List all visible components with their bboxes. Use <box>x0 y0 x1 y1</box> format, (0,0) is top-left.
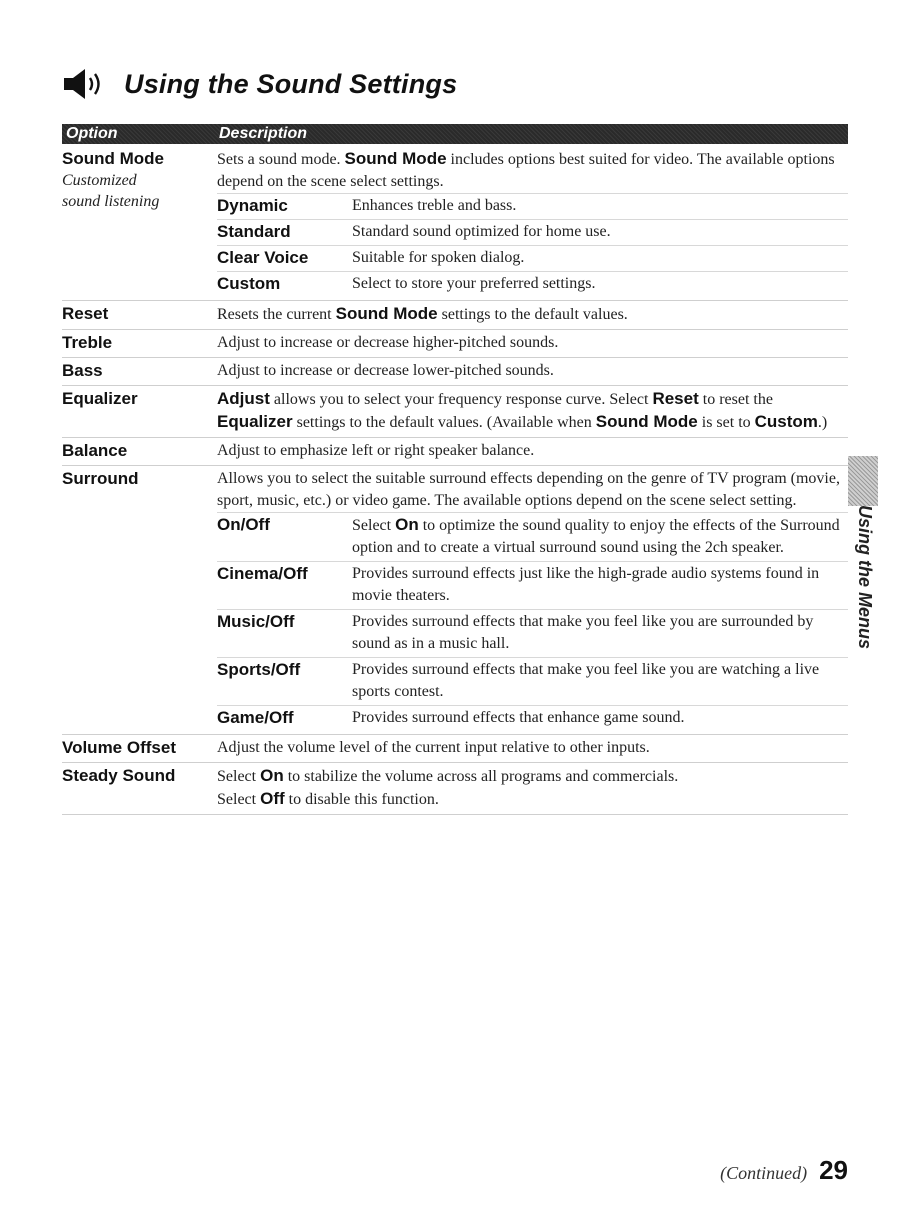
table-row <box>62 301 848 330</box>
suboption-row <box>217 705 848 731</box>
table-row <box>62 146 848 301</box>
page-title: Using the Sound Settings <box>124 68 458 99</box>
option-description: Adjust to increase or decrease higher-pitched sounds. <box>217 334 559 351</box>
option-description: Select On to stabilize the volume across all programs and commercials. Select Off to disable this function. <box>217 766 679 808</box>
column-header-option: Option <box>66 125 118 142</box>
option-subtitle: Customized <box>62 172 137 189</box>
option-description: Sets a sound mode. Sound Mode includes options best suited for video. The available options depend on the scene select settings. <box>217 149 835 190</box>
option-subtitle: sound listening <box>62 193 160 210</box>
table-row <box>62 735 848 763</box>
table-header <box>62 124 848 144</box>
suboption-name: Cinema/Off <box>217 564 308 583</box>
option-description: Adjust allows you to select your frequency response curve. Select Reset to reset the Equalizer settings to the default values. (Available when Sound Mode is set to Custom.) <box>217 389 828 431</box>
suboption-description: Select to store your preferred settings. <box>352 275 596 292</box>
continued-note: (Continued) <box>720 1163 808 1183</box>
table-row <box>62 763 848 815</box>
suboption-row <box>217 219 848 245</box>
option-description: Resets the current Sound Mode settings to the default values. <box>217 304 628 323</box>
table-row <box>62 330 848 358</box>
suboption-name: Dynamic <box>217 196 288 215</box>
suboption-name: Clear Voice <box>217 248 309 267</box>
page-footer <box>720 1155 848 1186</box>
option-name: Surround <box>62 469 139 488</box>
table-row <box>62 386 848 438</box>
section-tab-marker <box>848 456 878 506</box>
option-name: Bass <box>62 361 103 380</box>
suboption-name: Standard <box>217 222 291 241</box>
option-name: Treble <box>62 333 113 352</box>
option-name: Equalizer <box>62 389 138 408</box>
suboption-description: Provides surround effects that make you feel like you are surrounded by sound as in a music hall. <box>352 613 814 652</box>
suboption-row <box>217 271 848 297</box>
option-description: Adjust to emphasize left or right speaker balance. <box>217 442 535 459</box>
page-header <box>62 62 457 106</box>
suboption-description: Provides surround effects just like the high-grade audio systems found in movie theaters. <box>352 565 820 604</box>
table-row <box>62 466 848 735</box>
suboption-row <box>217 657 848 705</box>
suboption-name: Music/Off <box>217 612 295 631</box>
suboption-name: Game/Off <box>217 708 294 727</box>
option-name: Volume Offset <box>62 738 176 757</box>
speaker-icon <box>62 66 118 102</box>
suboption-name: On/Off <box>217 515 270 534</box>
suboption-row <box>217 245 848 271</box>
section-side-label: Using the Menus <box>855 505 875 650</box>
table-row <box>62 438 848 466</box>
page-number: 29 <box>819 1155 848 1185</box>
option-name: Balance <box>62 441 128 460</box>
option-name: Reset <box>62 304 109 323</box>
suboption-name: Custom <box>217 274 281 293</box>
suboption-description: Suitable for spoken dialog. <box>352 249 525 266</box>
suboption-row <box>217 561 848 609</box>
column-header-description: Description <box>219 125 308 142</box>
suboption-name: Sports/Off <box>217 660 301 679</box>
settings-table <box>62 146 848 815</box>
suboption-description: Select On to optimize the sound quality to enjoy the effects of the Surround option and to create a virtual surround sound using the 2ch speaker. <box>352 515 840 556</box>
suboption-row <box>217 512 848 561</box>
option-description: Allows you to select the suitable surround effects depending on the genre of TV program (movie, sport, music, etc.) or video game. The available options depend on the scene select setting. <box>217 470 840 509</box>
table-row <box>62 358 848 386</box>
option-name: Steady Sound <box>62 766 176 785</box>
suboption-row <box>217 609 848 657</box>
suboption-description: Provides surround effects that enhance game sound. <box>352 709 685 726</box>
suboption-description: Standard sound optimized for home use. <box>352 223 611 240</box>
suboption-row <box>217 193 848 219</box>
suboption-description: Enhances treble and bass. <box>352 197 517 214</box>
option-description: Adjust to increase or decrease lower-pitched sounds. <box>217 362 554 379</box>
option-name: Sound Mode <box>62 149 164 168</box>
option-description: Adjust the volume level of the current input relative to other inputs. <box>217 739 650 756</box>
suboption-description: Provides surround effects that make you feel like you are watching a live sports contest. <box>352 661 820 700</box>
